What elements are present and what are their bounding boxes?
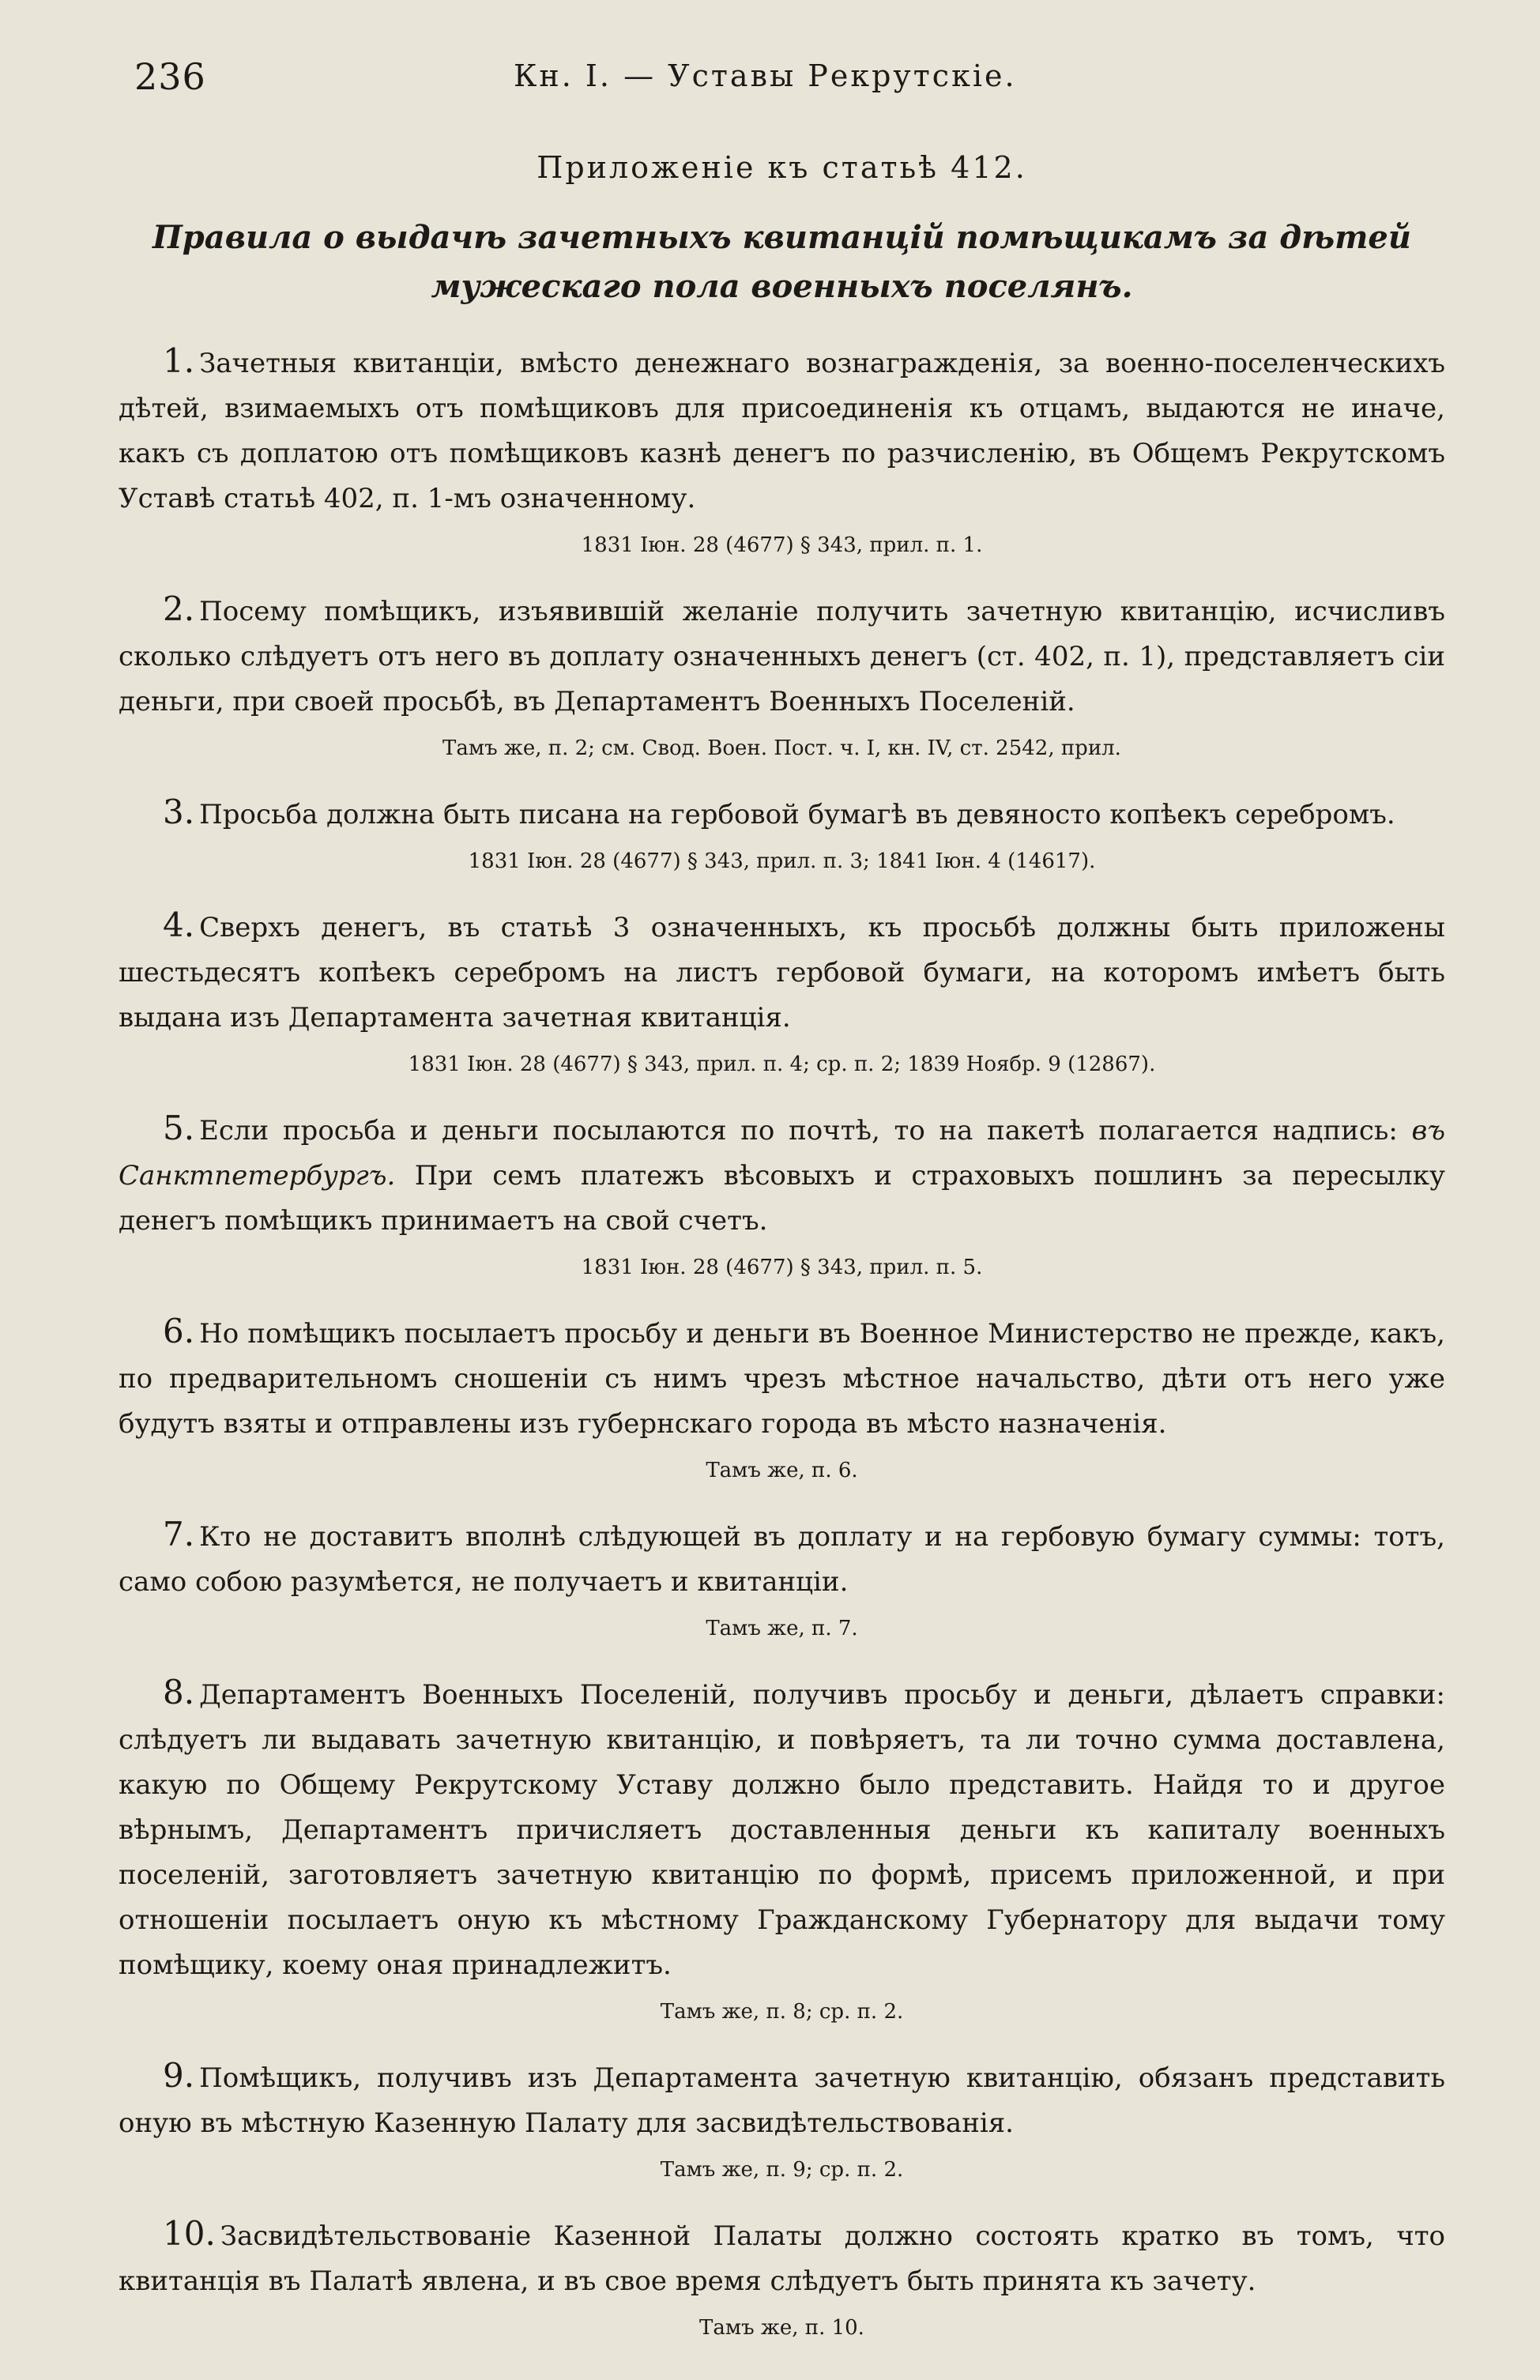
- article-number: 9.: [163, 2056, 195, 2095]
- article-text: [119, 1309, 1445, 1447]
- article-source-note: Тамъ же, п. 10.: [699, 2316, 864, 2340]
- article-body: Но помѣщикъ посылаетъ просьбу и деньги въ Военное Министерство не прежде, какъ, по предварительномъ сношеніи съ нимъ чрезъ мѣстное начальство, дѣти отъ него уже будутъ взяты и отправлены изъ губернскаго города въ мѣсто назначенія.: [119, 1318, 1445, 1440]
- article-number: 2.: [163, 589, 195, 628]
- article-8: [119, 1670, 1445, 2028]
- article-number: 6.: [163, 1312, 195, 1350]
- appendix-heading: Приложеніе къ статьѣ 412.: [537, 150, 1027, 185]
- article-5: [119, 1105, 1445, 1283]
- article-10: [119, 2211, 1445, 2344]
- article-source-note: 1831 Іюн. 28 (4677) § 343, прил. п. 3; 1841 Іюн. 4 (14617).: [468, 849, 1096, 873]
- article-1: [119, 338, 1445, 561]
- article-body: Помѣщикъ, получивъ изъ Департамента зачетную квитанцію, обязанъ представить оную въ мѣстную Казенную Палату для засвидѣтельствованія.: [119, 2062, 1445, 2139]
- article-source-note: 1831 Іюн. 28 (4677) § 343, прил. п. 5.: [581, 1256, 983, 1279]
- article-body-part: Если просьба и деньги посылаются по почтѣ, то на пакетѣ полагается надпись:: [199, 1115, 1412, 1147]
- article-source-note: Тамъ же, п. 6.: [706, 1459, 858, 1482]
- article-body: Засвидѣтельствованіе Казенной Палаты должно состоять кратко въ томъ, что квитанція въ Палатѣ явлена, и въ свое время слѣдуетъ быть принята къ зачету.: [119, 2220, 1445, 2297]
- article-body: Кто не доставитъ вполнѣ слѣдующей въ доплату и на гербовую бумагу суммы: тотъ, само собою разумѣется, не получаетъ и квитанціи.: [119, 1521, 1445, 1598]
- article-text: [119, 1512, 1445, 1605]
- article-3: [119, 789, 1445, 877]
- article-body: Сверхъ денегъ, въ статьѣ 3 означенныхъ, къ просьбѣ должны быть приложены шестьдесятъ копѣекъ серебромъ на листъ гербовой бумаги, на которомъ имѣетъ быть выдана изъ Департамента зачетная квитанція.: [119, 912, 1445, 1034]
- running-head: [119, 49, 1445, 104]
- article-9: [119, 2053, 1445, 2186]
- page-number: 236: [134, 55, 206, 98]
- article-number: 10.: [163, 2214, 216, 2253]
- article-number: 8.: [163, 1673, 195, 1712]
- article-body: Просьба должна быть писана на гербовой бумагѣ въ девяносто копѣекъ серебромъ.: [199, 799, 1395, 830]
- running-title: Кн. I. — Уставы Рекрутскіе.: [514, 58, 1017, 93]
- article-text: [119, 789, 1445, 838]
- article-text: [119, 2211, 1445, 2304]
- article-text: [119, 2053, 1445, 2146]
- article-6: [119, 1309, 1445, 1486]
- article-2: [119, 586, 1445, 764]
- article-source-note: 1831 Іюн. 28 (4677) § 343, прил. п. 1.: [581, 533, 983, 557]
- article-body-part: При семъ платежъ вѣсовыхъ и страховыхъ пошлинъ за пересылку денегъ помѣщикъ принимаетъ на свой счетъ.: [119, 1160, 1445, 1237]
- article-text: [119, 1105, 1445, 1244]
- article-number: 3.: [163, 793, 195, 831]
- article-number: 4.: [163, 906, 195, 944]
- article-text: [119, 586, 1445, 725]
- article-source-note: Тамъ же, п. 8; ср. п. 2.: [660, 2000, 904, 2024]
- article-4: [119, 902, 1445, 1080]
- rules-title: Правила о выдачѣ зачетныхъ квитанцій помѣщикамъ за дѣтей мужескаго пола военныхъ поселянъ.: [152, 219, 1411, 305]
- article-body: Посему помѣщикъ, изъявившій желаніе получить зачетную квитанцію, исчисливъ сколько слѣдуетъ отъ него въ доплату означенныхъ денегъ (ст. 402, п. 1), представляетъ сіи деньги, при своей просьбѣ, въ Департаментъ Военныхъ Поселеній.: [119, 596, 1445, 717]
- article-body: Департаментъ Военныхъ Поселеній, получивъ просьбу и деньги, дѣлаетъ справки: слѣдуетъ ли выдавать зачетную квитанцію, и повѣряетъ, та ли точно сумма доставлена, какую по Общему Рекрутскому Уставу должно было представить. Найдя то и другое вѣрнымъ, Департаментъ причисляетъ доставленныя деньги къ капиталу военныхъ поселеній, заготовляетъ зачетную квитанцію по формѣ, присемъ приложенной, и при отношеніи посылаетъ оную къ мѣстному Гражданскому Губернатору для выдачи тому помѣщику, коему оная принадлежитъ.: [119, 1679, 1445, 1981]
- article-source-note: 1831 Іюн. 28 (4677) § 343, прил. п. 4; ср. п. 2; 1839 Ноябр. 9 (12867).: [408, 1053, 1156, 1076]
- article-source-note: Тамъ же, п. 2; см. Свод. Воен. Пост. ч. I, кн. IV, ст. 2542, прил.: [442, 736, 1121, 760]
- article-source-note: Тамъ же, п. 7.: [706, 1617, 858, 1640]
- article-source-note: Тамъ же, п. 9; ср. п. 2.: [660, 2158, 904, 2182]
- article-7: [119, 1512, 1445, 1644]
- article-number: 5.: [163, 1109, 195, 1147]
- article-text: [119, 338, 1445, 522]
- article-text: [119, 1670, 1445, 1988]
- article-number: 1.: [163, 341, 195, 380]
- article-number: 7.: [163, 1515, 195, 1553]
- article-body-italic: въ Санктпетербургъ.: [119, 1115, 1445, 1192]
- article-text: [119, 902, 1445, 1041]
- article-body: Зачетныя квитанціи, вмѣсто денежнаго вознагражденія, за военно-поселенческихъ дѣтей, взимаемыхъ отъ помѣщиковъ для присоединенія къ отцамъ, выдаются не иначе, какъ съ доплатою отъ помѣщиковъ казнѣ денегъ по разчисленію, въ Общемъ Рекрутскомъ Уставѣ статьѣ 402, п. 1-мъ означенному.: [119, 348, 1445, 514]
